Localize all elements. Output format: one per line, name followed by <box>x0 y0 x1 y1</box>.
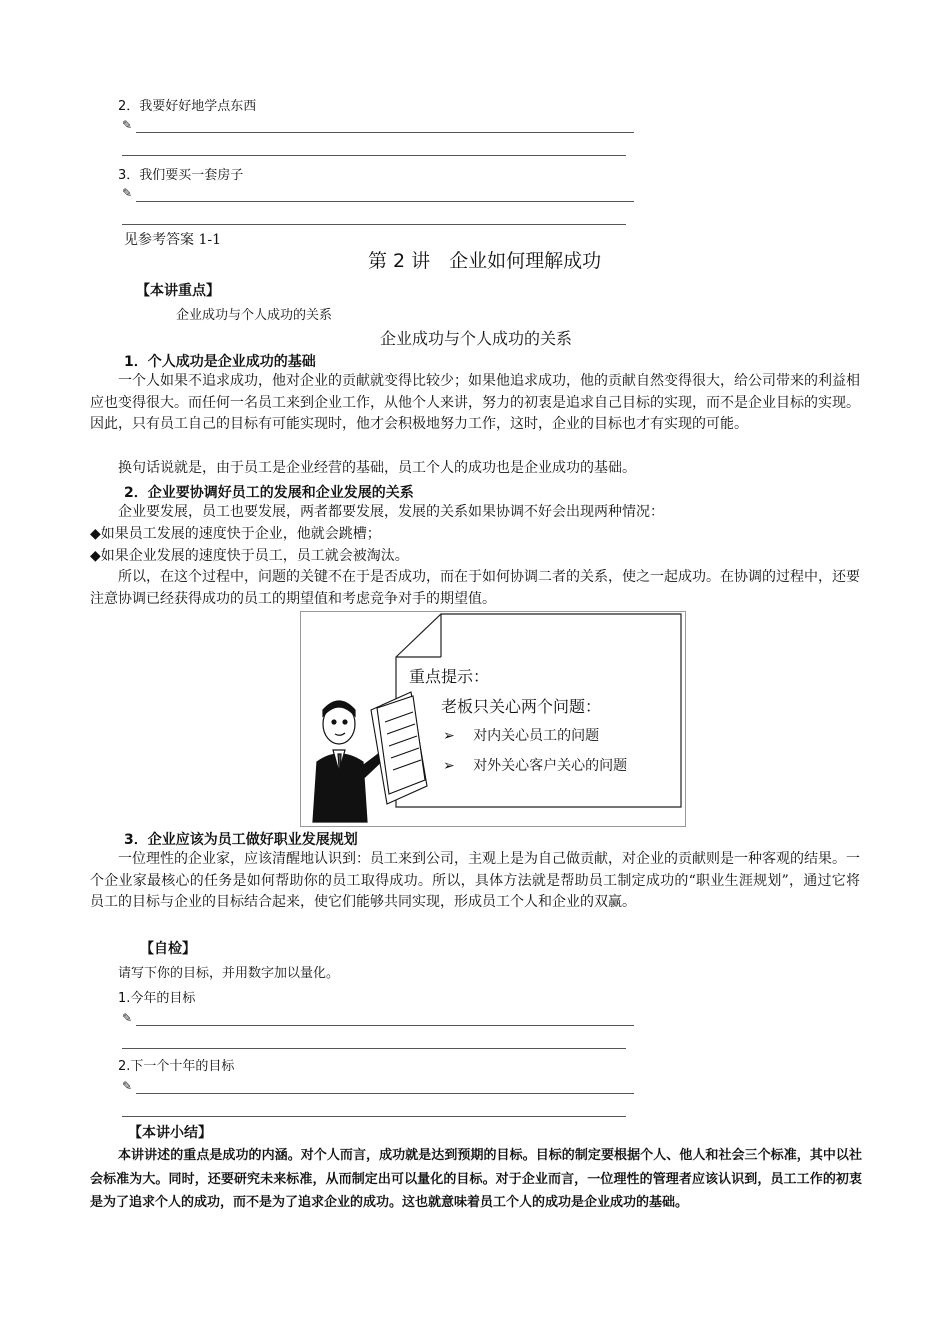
exercise-question-3: 3．我们要买一套房子 <box>118 168 244 183</box>
paragraph-1: 一个人如果不追求成功，他对企业的贡献就变得比较少；如果他追求成功，他的贡献自然变得很大，给公司带来的利益相应也变得很大。而任何一名员工来到企业工作，从他个人来讲，努力的初衷是追求自己目标的实现，而不是企业目标的实现。因此，只有员工自己的目标有可能实现时，他才会积极地努力工作，这时，企业的目标也才有实现的可能。 <box>90 373 860 432</box>
answer-line[interactable] <box>122 155 626 156</box>
answer-reference: 见参考答案 1-1 <box>124 232 221 248</box>
goal-2-label: 2.下一个十年的目标 <box>118 1059 235 1074</box>
subheading-3: 3．企业应该为员工做好职业发展规划 <box>124 832 358 848</box>
bullet-2: ◆如果企业发展的速度快于员工，员工就会被淘汰。 <box>90 548 409 564</box>
selfcheck-label: 【自检】 <box>140 941 196 957</box>
answer-line[interactable] <box>122 1048 626 1049</box>
answer-line[interactable] <box>136 132 634 133</box>
answer-line[interactable] <box>136 201 634 202</box>
pen-icon: ✎ <box>122 1079 133 1093</box>
arrow-icon: ➢ <box>443 758 455 774</box>
subheading-1: 1．个人成功是企业成功的基础 <box>124 354 316 370</box>
summary-label: 【本讲小结】 <box>128 1125 212 1141</box>
summary-text: 本讲讲述的重点是成功的内涵。对个人而言，成功就是达到预期的目标。目标的制定要根据个人、他人和社会三个标准，其中以社会标准为大。同时，还要研究未来标准，从而制定出可以量化的目标。对于企业而言，一位理性的管理者应该认识到，员工工作的初衷是为了追求个人的成功，而不是为了追求企业的成功。这也就意味着员工个人的成功是企业成功的基础。 <box>90 1148 862 1210</box>
lecture-title: 第 2 讲 企业如何理解成功 <box>368 250 602 272</box>
exercise-question-2: 2．我要好好地学点东西 <box>118 99 257 114</box>
tip-item-2: ➢ 对外关心客户关心的问题 <box>443 758 628 774</box>
pen-icon: ✎ <box>122 118 133 132</box>
paragraph-4: 所以，在这个过程中，问题的关键不在于是否成功，而在于如何协调二者的关系，使之一起成功。在协调的过程中，还要注意协调已经获得成功的员工的期望值和考虑竞争对手的期望值。 <box>90 569 860 607</box>
selfcheck-prompt: 请写下你的目标，并用数字加以量化。 <box>118 966 340 981</box>
tip-item-1: ➢ 对内关心员工的问题 <box>443 728 600 744</box>
answer-line[interactable] <box>136 1093 634 1094</box>
tip-label: 重点提示： <box>409 667 490 686</box>
tip-drawing <box>301 612 685 826</box>
pen-icon: ✎ <box>122 186 133 200</box>
focus-item: 企业成功与个人成功的关系 <box>176 308 333 323</box>
answer-line[interactable] <box>122 224 626 225</box>
goal-1-label: 1.今年的目标 <box>118 991 196 1006</box>
answer-line[interactable] <box>136 1025 634 1026</box>
paragraph-2: 换句话说就是，由于员工是企业经营的基础，员工个人的成功也是企业成功的基础。 <box>118 460 636 476</box>
paragraph-5: 一位理性的企业家，应该清醒地认识到：员工来到公司，主观上是为自己做贡献，对企业的贡献则是一种客观的结果。一个企业家最核心的任务是如何帮助你的员工取得成功。所以，具体方法就是帮助员工制定成功的“职业生涯规划”，通过它将员工的目标与企业的目标结合起来，使它们能够共同实现，形成员工个人和企业的双赢。 <box>90 851 860 910</box>
focus-label: 【本讲重点】 <box>136 283 220 299</box>
key-tip-illustration <box>300 611 686 827</box>
bullet-1: ◆如果员工发展的速度快于企业，他就会跳槽； <box>90 526 381 542</box>
arrow-icon: ➢ <box>443 728 455 744</box>
tip-main: 老板只关心两个问题： <box>441 697 602 716</box>
paragraph-3: 企业要发展，员工也要发展，两者都要发展，发展的关系如果协调不好会出现两种情况： <box>118 504 664 520</box>
subheading-2: 2．企业要协调好员工的发展和企业发展的关系 <box>124 485 414 501</box>
pen-icon: ✎ <box>122 1011 133 1025</box>
section-title: 企业成功与个人成功的关系 <box>380 329 573 348</box>
answer-line[interactable] <box>122 1116 626 1117</box>
